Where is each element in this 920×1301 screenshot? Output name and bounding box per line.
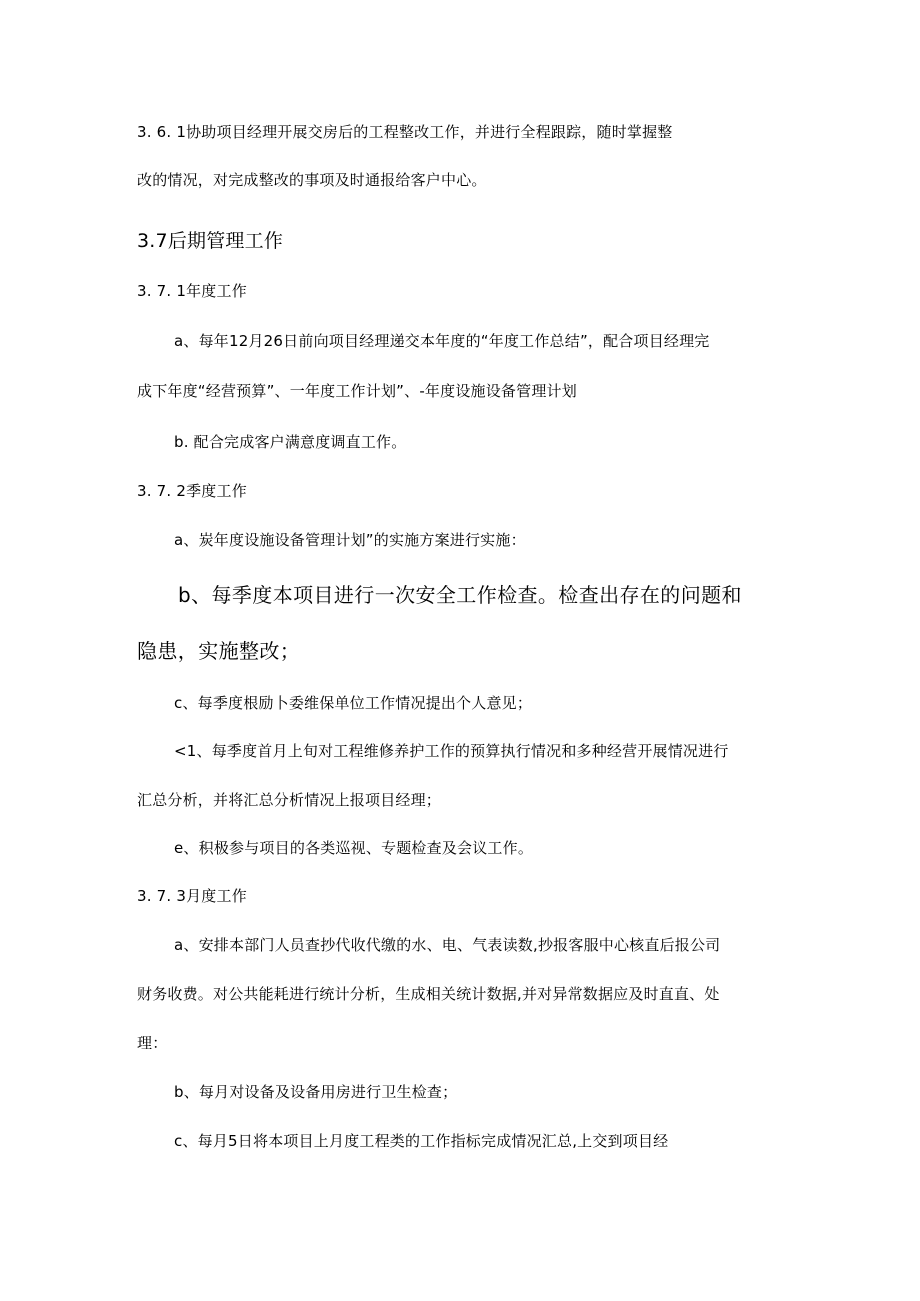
item-b-annual: b. 配合完成客户满意度调直工作。 [174, 433, 407, 451]
item-a-monthly-line-1: a、安排本部门人员查抄代收代缴的水、电、气表读数,抄报客服中心核直后报公司 [174, 936, 721, 954]
item-d-quarterly-line-2: 汇总分析，并将汇总分析情况上报项目经理； [137, 791, 442, 809]
item-a-monthly-line-2: 财务收费。对公共能耗进行统计分析，生成相关统计数据,并对异常数据应及时直直、处 [137, 985, 720, 1003]
item-b-monthly: b、每月对设备及设备用房进行卫生检查； [174, 1083, 458, 1101]
section-heading-3-7: 3.7后期管理工作 [137, 230, 284, 252]
subheading-3-7-1: 3. 7. 1年度工作 [137, 282, 247, 300]
item-a-quarterly: a、炭年度设施设备管理计划”的实施方案进行实施： [174, 531, 526, 549]
item-a-annual-line-2: 成下年度“经营预算”、一年度工作计划”、-年度设施设备管理计划 [137, 382, 577, 400]
subheading-3-7-2: 3. 7. 2季度工作 [137, 482, 247, 500]
item-b-quarterly-line-1: b、每季度本项目进行一次安全工作检查。检查出存在的问题和 [178, 583, 742, 607]
item-c-quarterly: c、每季度根励卜委维保单位工作情况提出个人意见； [174, 694, 533, 712]
subheading-3-7-3: 3. 7. 3月度工作 [137, 887, 247, 905]
paragraph-3-6-1-line-2: 改的情况，对完成整改的事项及时通报给客户中心。 [137, 171, 487, 189]
item-c-monthly: c、每月5日将本项目上月度工程类的工作指标完成情况汇总,上交到项目经 [174, 1132, 669, 1150]
item-b-quarterly-line-2: 隐患，实施整改； [137, 639, 301, 663]
paragraph-3-6-1-line-1: 3. 6. 1协助项目经理开展交房后的工程整改工作，并进行全程跟踪，随时掌握整 [137, 123, 673, 141]
item-e-quarterly: e、积极参与项目的各类巡视、专题检查及会议工作。 [174, 839, 534, 857]
item-a-monthly-line-3: 理： [137, 1034, 168, 1052]
item-d-quarterly-line-1: <1、每季度首月上旬对工程维修养护工作的预算执行情况和多种经营开展情况进行 [174, 742, 729, 760]
item-a-annual-line-1: a、每年12月26日前向项目经理递交本年度的“年度工作总结”，配合项目经理完 [174, 332, 710, 350]
